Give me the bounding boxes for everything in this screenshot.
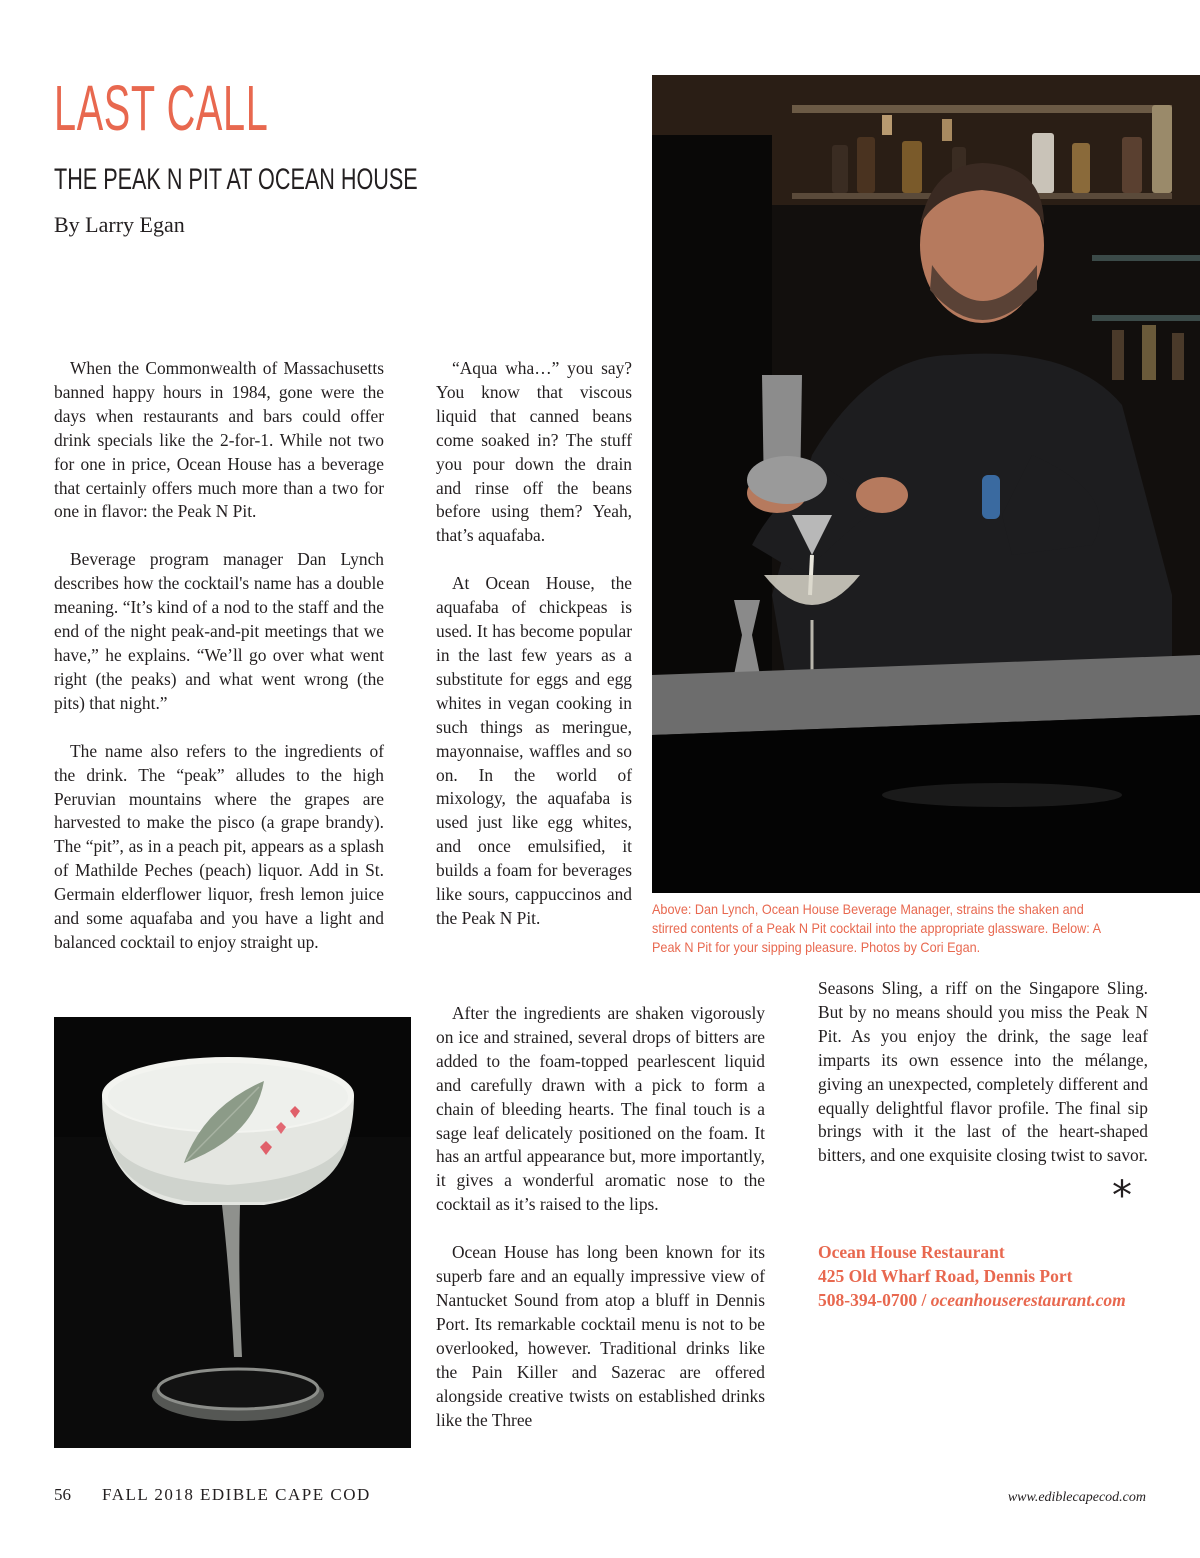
article-column-2-top [436, 357, 632, 931]
article-column-1 [54, 357, 384, 955]
paragraph: At Ocean House, the aquafaba of chickpeas is used. It has become popular in the last few years as a substitute for eggs and egg whites in vegan cooking in such things as meringue, mayonnaise, waffles and so on. In the world of mixology, the aquafaba is used just like egg whites, and once emulsified, it builds a foam for beverages like sours, cappuccinos and the Peak N Pit. [436, 573, 632, 928]
restaurant-website-link[interactable]: oceanhouserestaurant.com [930, 1290, 1126, 1310]
photo-caption: Above: Dan Lynch, Ocean House Beverage Manager, strains the shaken and stirred contents of a Peak N Pit cocktail into the appropriate glassware. Below: A Peak N Pit for your sipping pleasure. Photos by Cori Egan. [652, 902, 1101, 955]
publication-website-link[interactable]: www.ediblecapecod.com [1007, 1490, 1146, 1505]
paragraph: Beverage program manager Dan Lynch describes how the cocktail's name has a double meaning. “It’s kind of a nod to the staff and the end of the night peak-and-pit meetings that we have,” he explains. “We’ll go over what went right (the peaks) and what went wrong (the pits) that night.” [54, 549, 384, 713]
bartender-photo [652, 75, 1200, 893]
article-column-3 [818, 977, 1148, 1168]
publication-name: EDIBLE CAPE COD [200, 1485, 371, 1504]
paragraph: When the Commonwealth of Massachusetts banned happy hours in 1984, gone were the days when restaurants and bars could offer drink specials like the 2-for-1. While not two for one in price, Ocean House has a beverage that certainly offers much more than a two for one in flavor: the Peak N Pit. [54, 358, 384, 522]
paragraph: The name also refers to the ingredients of the drink. The “peak” alludes to the high Peruvian mountains where the grapes are harvested to make the pisco (a grape brandy). The “pit”, as in a peach pit, appears as a splash of Mathilde Peches (peach) liquor. Add in St. Germain elderflower liquor, fresh lemon juice and some aquafaba and you have a light and balanced cocktail to enjoy straight up. [54, 740, 384, 952]
restaurant-address: 425 Old Wharf Road, Dennis Port [818, 1266, 1073, 1286]
end-mark: * [1112, 1173, 1132, 1219]
paragraph: Seasons Sling, a riff on the Singapore Sling. But by no means should you miss the Peak N Pit. As you enjoy the drink, the sage leaf imparts its own essence into the mélange, giving an unexpected, completely different and equally delightful flavor profile. The final sip brings with it the last of the heart-shaped bitters, and one exquisite closing twist to savor. [818, 978, 1148, 1166]
section-title: LAST CALL [54, 72, 269, 144]
restaurant-phone: 508-394-0700 [818, 1290, 918, 1310]
byline: By Larry Egan [54, 212, 185, 237]
contact-separator: / [917, 1290, 931, 1310]
article-column-2-bottom [436, 1002, 765, 1432]
cocktail-illustration [54, 1017, 411, 1448]
article-headline: THE PEAK N PIT AT OCEAN HOUSE [54, 163, 418, 196]
restaurant-contact [818, 1240, 1158, 1312]
restaurant-name: Ocean House Restaurant [818, 1242, 1005, 1262]
paragraph: After the ingredients are shaken vigorously on ice and strained, several drops of bitters are added to the foam-topped pearlescent liquid and carefully drawn with a pick to form a chain of bleeding hearts. The final touch is a sage leaf delicately positioned on the foam. It has an artful appearance but, more importantly, it gives a wonderful aromatic nose to the cocktail as it’s raised to the lips. [436, 1003, 765, 1215]
page-number: 56 [54, 1485, 71, 1504]
issue-label: FALL 2018 [102, 1485, 195, 1504]
paragraph: Ocean House has long been known for its superb fare and an equally impressive view of Nantucket Sound from atop a bluff in Dennis Port. Its remarkable cocktail menu is not to be overlooked, however. Traditional drinks like the Pain Killer and Sazerac are offered alongside creative twists on established drinks like the Three [436, 1242, 765, 1430]
cocktail-photo [54, 1017, 411, 1448]
paragraph: “Aqua wha…” you say? You know that viscous liquid that canned beans come soaked in? The stuff you pour down the drain and rinse off the beans before using them? Yeah, that’s aquafaba. [436, 358, 632, 546]
bartender-illustration [652, 75, 1200, 893]
restaurant-phone-web [818, 1288, 1158, 1312]
